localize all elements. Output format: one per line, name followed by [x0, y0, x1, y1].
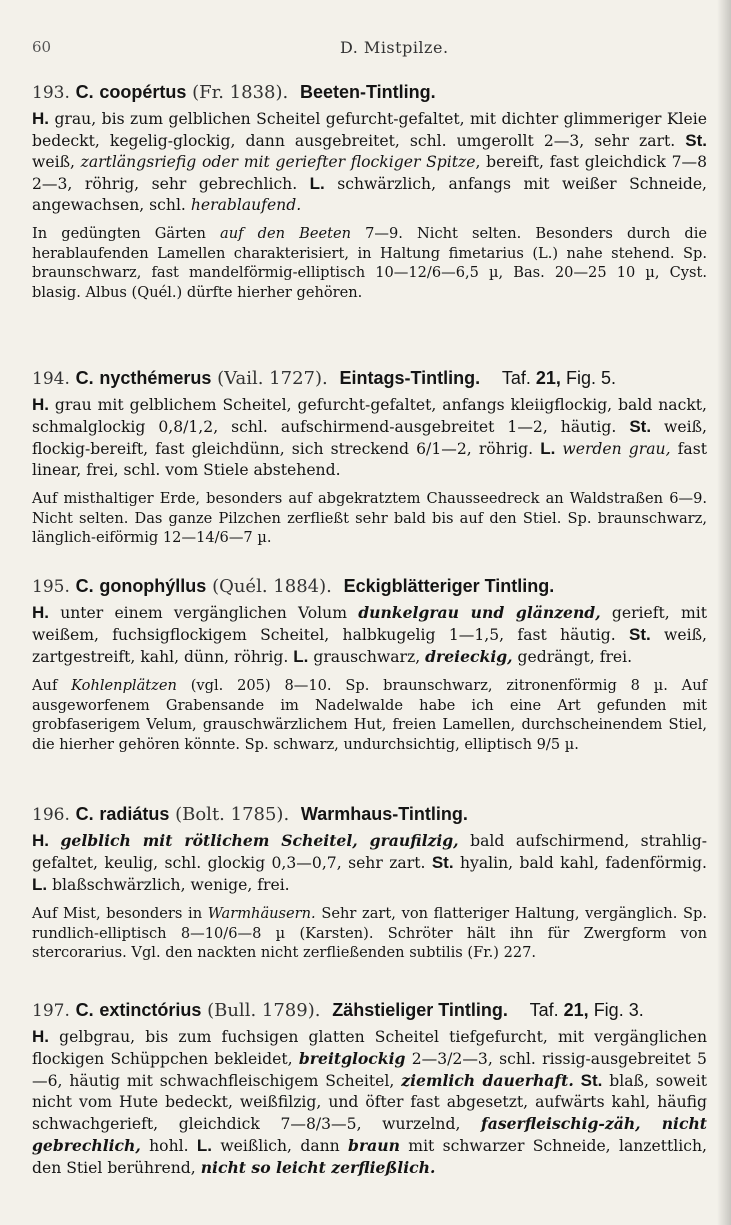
label-hut: H. — [32, 395, 49, 414]
entry-number: 194. — [32, 369, 70, 389]
genus: C. — [75, 82, 94, 102]
entry-number: 196. — [32, 805, 70, 825]
label-stiel: St. — [629, 417, 652, 436]
label-hut: H. — [32, 109, 49, 128]
description: H. gelblich mit rötlichem Scheitel, graufilzig, bald aufschirmend, strahlig-gefaltet, keulig, schl. glockig 0,3—0,7, sehr zart. St. hyalin, bald kahl, fadenförmig. L. blaßschwärzlich, wenige, frei. — [32, 831, 707, 894]
genus: C. — [75, 1000, 94, 1020]
label-hut: H. — [32, 1027, 49, 1046]
author: (Fr. 1838). — [192, 82, 289, 103]
note: Auf Kohlenplätzen (vgl. 205) 8—10. Sp. braunschwarz, zitronenförmig 8 µ. Auf ausgeworfenem Grabensande im Nadelwalde habe ich eine Art gefunden mit grobfaserigem Velum, grauschwärzlichem Hut, freien Lamellen, durchscheinendem Stiel, die hierher gehören könnte. Sp. schwarz, undurchsichtig, elliptisch 9/5 µ. — [32, 677, 707, 753]
note: Auf Mist, besonders in Warmhäusern. Sehr zart, von flatteriger Haltung, vergänglich. Sp. rundlich-elliptisch 8—10/6—8 µ (Karsten). Schröter hält ihn für Zwergform von stercorarius. Vgl. den nackten nicht zerfließenden subtilis (Fr.) 227. — [32, 905, 707, 961]
label-lamellen: L. — [32, 875, 48, 894]
entry-196 — [32, 802, 707, 963]
label-stiel: St. — [580, 1071, 603, 1090]
label-hut: H. — [32, 603, 49, 622]
description: H. unter einem vergänglichen Volum dunkelgrau und glänzend, gerieft, mit weißem, fuchsigflockigem Scheitel, halbkugelig 1—1,5, fast häutig. St. weiß, zartgestreift, kahl, dünn, röhrig. L. grauschwarz, dreieckig, gedrängt, frei. — [32, 603, 707, 666]
species: extinctórius — [99, 1000, 202, 1020]
label-stiel: St. — [685, 131, 707, 150]
page-edge-shadow — [717, 0, 731, 1225]
entry-heading — [32, 80, 707, 105]
label-lamellen: L. — [293, 647, 309, 666]
german-name: Beeten-Tintling. — [299, 82, 436, 102]
species: gonophýllus — [99, 576, 207, 596]
author: (Bolt. 1785). — [175, 804, 290, 825]
plate-reference: Taf. 21, Fig. 5. — [501, 368, 616, 388]
german-name: Eckigblätteriger Tintling. — [343, 576, 555, 596]
entry-193 — [32, 80, 707, 302]
entry-number: 197. — [32, 1001, 70, 1021]
genus: C. — [75, 576, 94, 596]
description: H. gelbgrau, bis zum fuchsigen glatten Scheitel tiefgefurcht, mit vergänglichen flockigen Schüppchen bekleidet, breitglockig 2—3/2—3, schl. rissig-ausgebreitet 5—6, häutig mit schwachfleischigem Scheitel, ziemlich dauerhaft. St. blaß, soweit nicht vom Hute bedeckt, weißfilzig, und öfter fast abgesetzt, aufwärts kahl, häufig schwachgerieft, gleichdick 7—8/3—5, wurzelnd, faserfleischig-zäh, nicht gebrechlich, hohl. L. weißlich, dann braun mit schwarzer Schneide, lanzettlich, den Stiel berührend, nicht so leicht zerfließlich. — [32, 1027, 707, 1177]
entry-194 — [32, 366, 707, 548]
label-stiel: St. — [629, 625, 651, 644]
entry-195 — [32, 574, 707, 754]
entry-heading — [32, 998, 707, 1023]
description: H. grau mit gelblichem Scheitel, gefurcht-gefaltet, anfangs kleiigflockig, bald nackt, schmalglockig 0,8/1,2, schl. aufschirmend-ausgebreitet 1—2, häutig. St. weiß, flockig-bereift, fast gleichdünn, sich streckend 6/1—2, röhrig. L. werden grau, fast linear, frei, schl. vom Stiele abstehend. — [32, 395, 707, 479]
label-lamellen: L. — [196, 1136, 212, 1155]
note: Auf misthaltiger Erde, besonders auf abgekratztem Chausseedreck an Waldstraßen 6—9. Nicht selten. Das ganze Pilzchen zerfließt sehr bald bis auf den Stiel. Sp. braunschwarz, länglich-eiförmig 12—14/6—7 µ. — [32, 490, 707, 546]
page-number: 60 — [32, 38, 52, 56]
german-name: Zähstieliger Tintling. — [332, 1000, 508, 1020]
entry-heading — [32, 366, 707, 391]
entry-number: 193. — [32, 83, 70, 103]
author: (Vail. 1727). — [217, 368, 328, 389]
genus: C. — [75, 804, 94, 824]
entry-heading — [32, 574, 707, 599]
label-stiel: St. — [431, 853, 454, 872]
species: radiátus — [99, 804, 170, 824]
description: H. grau, bis zum gelblichen Scheitel gefurcht-gefaltet, mit dichter glimmeriger Kleie bedeckt, kegelig-glockig, dann ausgebreitet, schl. umgerollt 2—3, sehr zart. St. weiß, zartlängsriefig oder mit geriefter flockiger Spitze, bereift, fast gleichdick 7—8 2—3, röhrig, sehr gebrechlich. L. schwärzlich, anfangs mit weißer Schneide, angewachsen, schl. herablaufend. — [32, 109, 708, 214]
entry-heading — [32, 802, 707, 827]
running-head: D. Mistpilze. — [340, 38, 449, 57]
german-name: Eintags-Tintling. — [339, 368, 481, 388]
author: (Bull. 1789). — [207, 1000, 321, 1021]
entry-197 — [32, 998, 707, 1179]
author: (Quél. 1884). — [212, 576, 332, 597]
plate-reference: Taf. 21, Fig. 3. — [529, 1000, 644, 1020]
species: nycthémerus — [99, 368, 212, 388]
species: coopértus — [99, 82, 187, 102]
note: In gedüngten Gärten auf den Beeten 7—9. Nicht selten. Besonders durch die herablaufenden Lamellen charakterisiert, in Haltung fimetarius (L.) nahe stehend. Sp. braunschwarz, fast mandelförmig-elliptisch 10—12/6—6,5 µ, Bas. 20—25 10 µ, Cyst. blasig. Albus (Quél.) dürfte hierher gehören. — [32, 225, 707, 301]
entry-number: 195. — [32, 577, 70, 597]
genus: C. — [75, 368, 94, 388]
label-lamellen: L. — [309, 174, 325, 193]
label-lamellen: L. — [540, 439, 556, 458]
label-hut: H. — [32, 831, 49, 850]
german-name: Warmhaus-Tintling. — [300, 804, 468, 824]
